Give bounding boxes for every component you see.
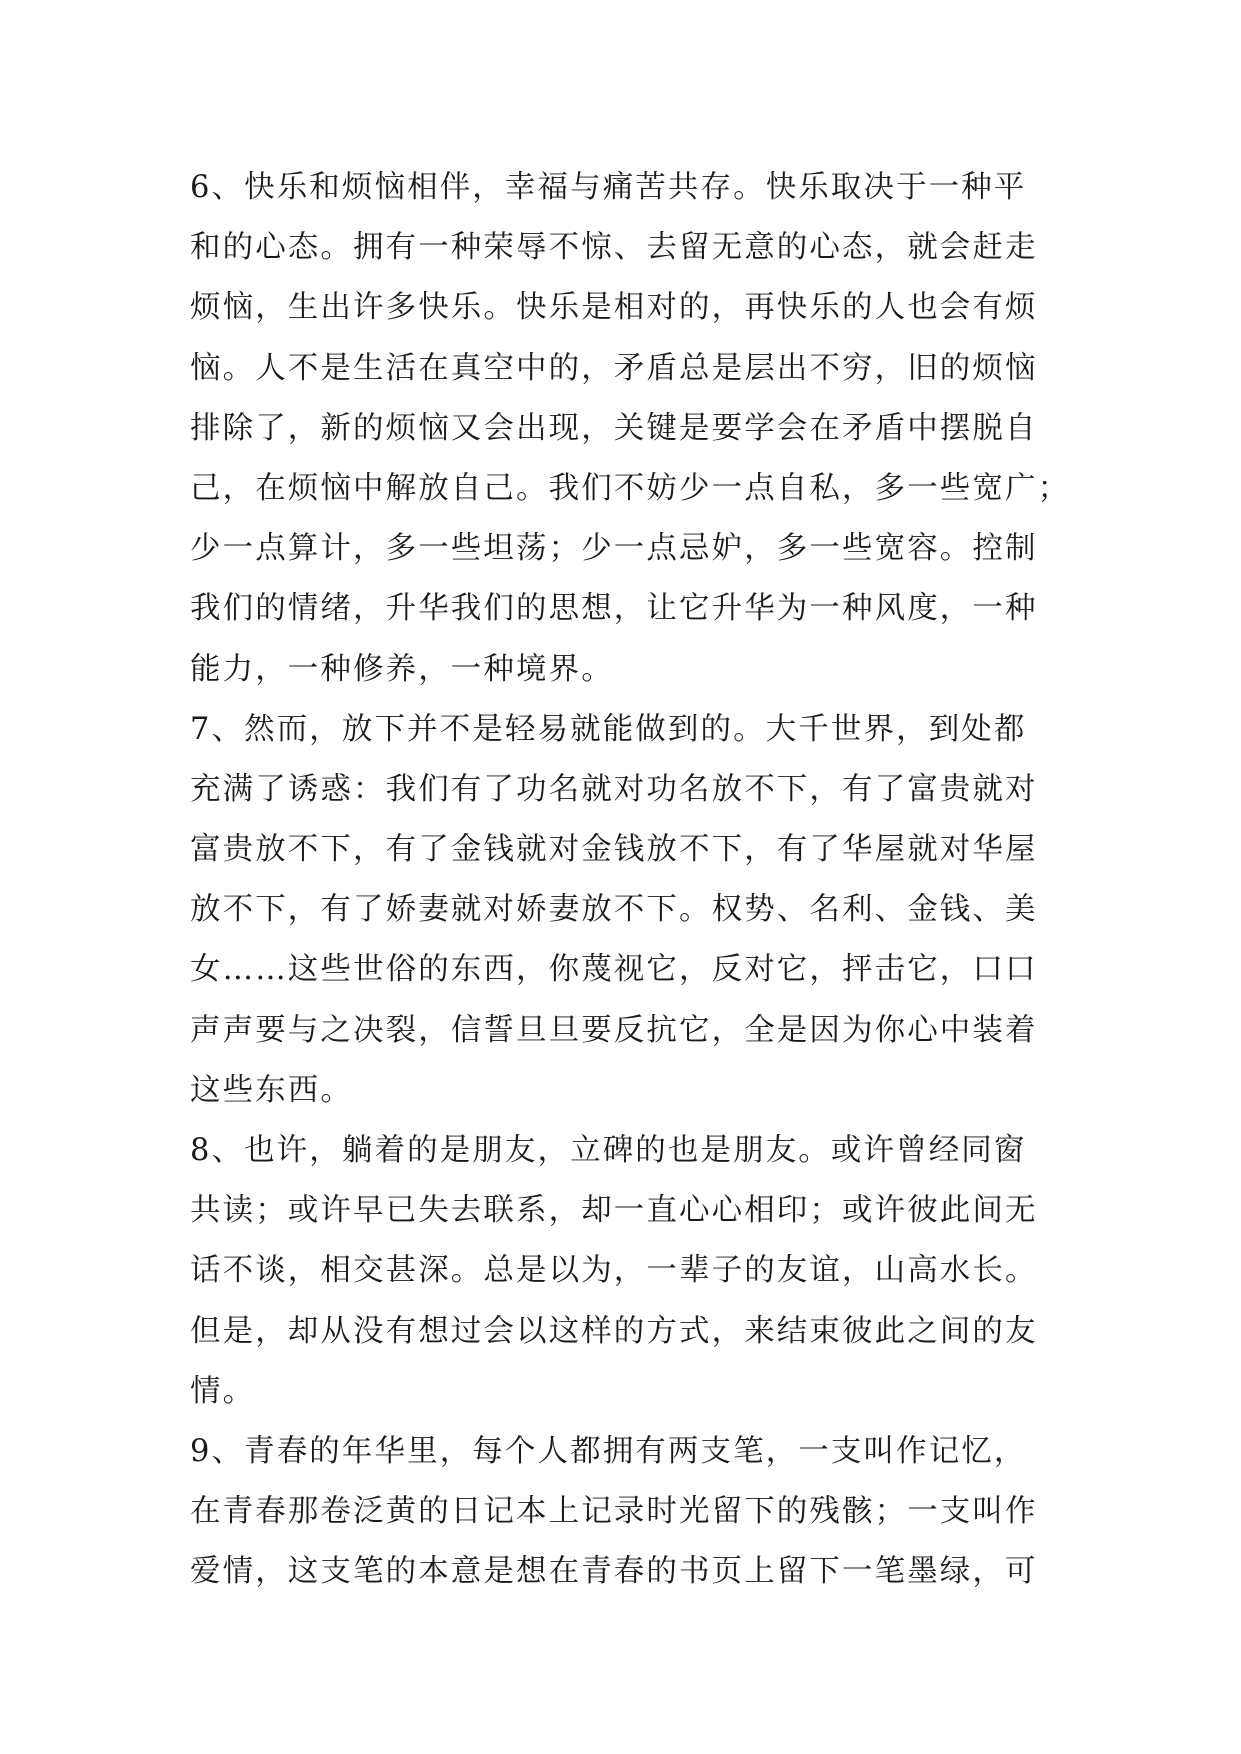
text-line: 话不谈，相交甚深。总是以为，一辈子的友谊，山高水长。 — [190, 1253, 1038, 1289]
text-line: 这些东西。 — [190, 1072, 353, 1108]
text-line: 7、然而，放下并不是轻易就能做到的。大千世界，到处都 — [190, 711, 1027, 747]
text-line: 和的心态。拥有一种荣辱不惊、去留无意的心态，就会赶走 — [190, 230, 1038, 266]
text-line: 我们的情绪，升华我们的思想，让它升华为一种风度，一种 — [190, 591, 1038, 627]
text-line: 6、快乐和烦恼相伴，幸福与痛苦共存。快乐取决于一种平 — [190, 170, 1027, 205]
text-line: 富贵放不下，有了金钱就对金钱放不下，有了华屋就对华屋 — [190, 832, 1038, 868]
text-line: 恼。人不是生活在真空中的，矛盾总是层出不穷，旧的烦恼 — [190, 350, 1038, 386]
text-line: 烦恼，生出许多快乐。快乐是相对的，再快乐的人也会有烦 — [190, 290, 1038, 326]
text-line: 己，在烦恼中解放自己。我们不妨少一点自私，多一些宽广； — [190, 470, 1071, 506]
document-body — [190, 158, 1071, 1603]
text-line: 能力，一种修养，一种境界。 — [190, 651, 614, 687]
text-line: 共读；或许早已失去联系，却一直心心相印；或许彼此间无 — [190, 1193, 1038, 1229]
text-line: 爱情，这支笔的本意是想在青春的书页上留下一笔墨绿，可 — [190, 1554, 1038, 1590]
text-line: 充满了诱惑：我们有了功名就对功名放不下，有了富贵就对 — [190, 771, 1038, 807]
text-line: 8、也许，躺着的是朋友，立碑的也是朋友。或许曾经同窗 — [190, 1133, 1027, 1168]
text-line: 但是，却从没有想过会以这样的方式，来结束彼此之间的友 — [190, 1313, 1038, 1349]
text-line: 放不下，有了娇妻就对娇妻放不下。权势、名利、金钱、美 — [190, 892, 1038, 928]
text-line: 排除了，新的烦恼又会出现，关键是要学会在矛盾中摆脱自 — [190, 410, 1038, 446]
text-line: 9、青春的年华里，每个人都拥有两支笔，一支叫作记忆， — [190, 1433, 1027, 1469]
text-line: 在青春那卷泛黄的日记本上记录时光留下的残骸；一支叫作 — [190, 1494, 1038, 1530]
text-line: 女……这些世俗的东西，你蔑视它，反对它，抨击它，口口 — [190, 952, 1038, 988]
text-line: 情。 — [190, 1373, 256, 1409]
text-line: 少一点算计，多一些坦荡；少一点忌妒，多一些宽容。控制 — [190, 531, 1038, 567]
text-line: 声声要与之决裂，信誓旦旦要反抗它，全是因为你心中装着 — [190, 1012, 1038, 1048]
